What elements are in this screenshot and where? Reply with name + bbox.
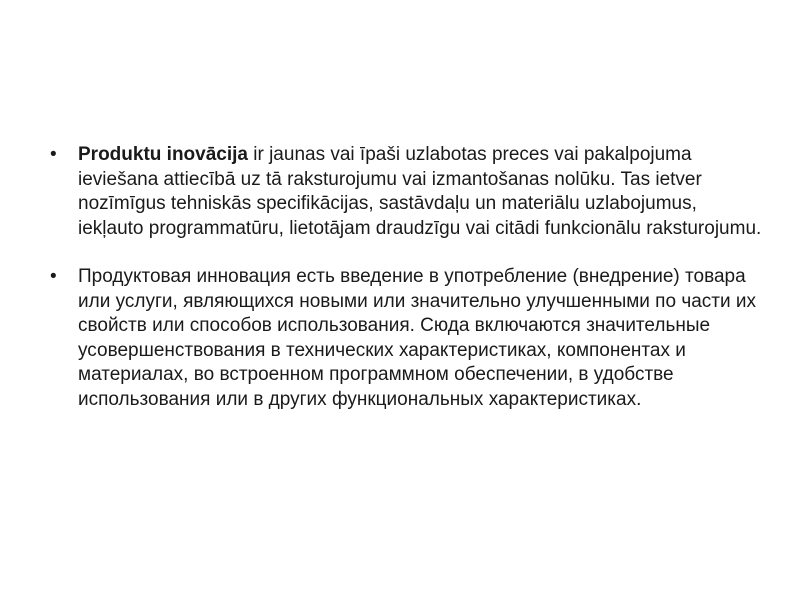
bullet-item-russian [46, 265, 766, 412]
bullet-text [78, 143, 766, 241]
bullet-marker: • [50, 144, 57, 165]
bullet-term: Produktu inovācija [78, 144, 248, 165]
bullet-body: ir jaunas vai īpaši uzlabotas preces vai pakalpojuma ieviešana attiecībā uz tā raksturojumu vai izmantošanas nolūku. Tas ietver nozīmīgus tehniskās specifikācijas, sastāvdaļu un materiālu uzlabojumus, iekļauto programmatūru, lietotājam draudzīgu vai citādi funkcionālu raksturojumu. [78, 144, 762, 239]
bullet-item-latvian [46, 143, 766, 241]
bullet-body: Продуктовая инновация есть введение в употребление (внедрение) товара или услуги, являющихся новыми или значительно улучшенными по части их свойств или способов использования. Сюда включаются значительные усовершенствования в технических характеристиках, компонентах и материалах, во встроенном программном обеспечении, в удобстве использования или в других функциональных характеристиках. [78, 266, 756, 410]
bullet-marker: • [50, 266, 57, 287]
bullet-list [46, 143, 766, 412]
